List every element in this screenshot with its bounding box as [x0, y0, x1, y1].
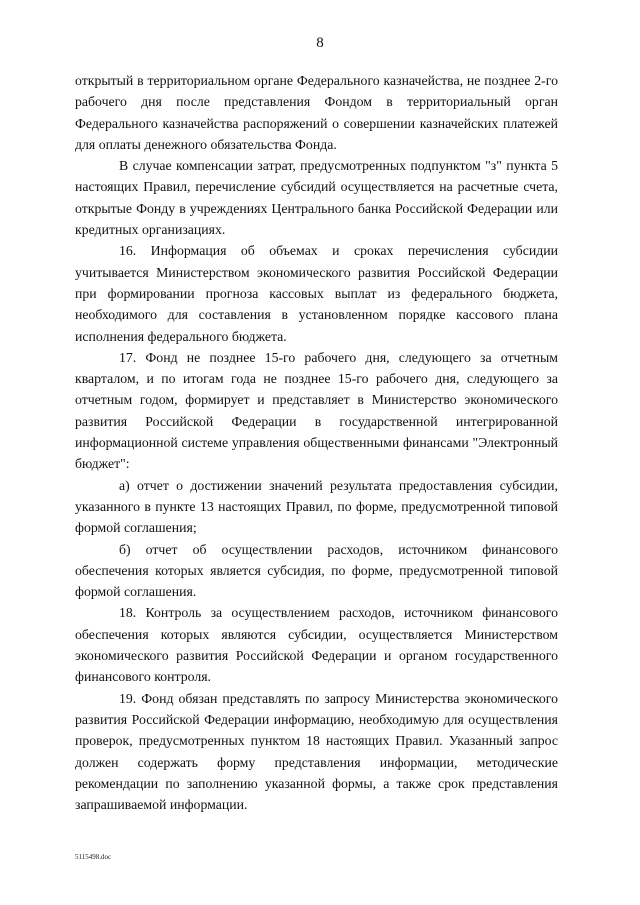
document-body [75, 70, 558, 815]
paragraph-item-19: 19. Фонд обязан представлять по запросу Министерства экономического развития Российской Федерации информацию, необходимую для осуществления проверок, предусмотренных пунктом 18 настоящих Правил. Указанный запрос должен содержать форму представления информации, методические рекомендации по заполнению указанной формы, а также срок представления запрашиваемой информации. [75, 690, 558, 813]
paragraph-item-17b: б) отчет об осуществлении расходов, источником финансового обеспечения которых является субсидия, по форме, предусмотренной типовой формой соглашения. [75, 541, 558, 600]
paragraph-item-17a: а) отчет о достижении значений результата предоставления субсидии, указанного в пункте 13 настоящих Правил, по форме, предусмотренной типовой формой соглашения; [75, 477, 558, 536]
footer-file-code: 5115498.doc [75, 853, 112, 861]
paragraph-item-17: 17. Фонд не позднее 15-го рабочего дня, следующего за отчетным кварталом, и по итогам года не позднее 15-го рабочего дня, следующего за отчетным годом, формирует и представляет в Министерство экономического развития Российской Федерации в государственной интегрированной информационной системе управления общественными финансами "Электронный бюджет": [75, 349, 558, 472]
paragraph-item-18: 18. Контроль за осуществлением расходов, источником финансового обеспечения которых являются субсидии, осуществляется Министерством экономического развития Российской Федерации и органом государственного финансового контроля. [75, 605, 558, 685]
page-number: 8 [316, 35, 324, 51]
paragraph-continuation: открытый в территориальном органе Федерального казначейства, не позднее 2-го рабочего дня после представления Фондом в территориальный орган Федерального казначейства распоряжений о совершении казначейских платежей для оплаты денежного обязательства Фонда. [75, 73, 558, 152]
paragraph-compensation-transfer: В случае компенсации затрат, предусмотренных подпунктом "з" пункта 5 настоящих Правил, перечисление субсидий осуществляется на расчетные счета, открытые Фонду в учреждениях Центрального банка Российской Федерации или кредитных организациях. [75, 158, 558, 238]
paragraph-item-16: 16. Информация об объемах и сроках перечисления субсидии учитывается Министерством экономического развития Российской Федерации при формировании прогноза кассовых выплат из федерального бюджета, необходимого для составления в установленном порядке кассового плана исполнения федерального бюджета. [75, 243, 558, 344]
